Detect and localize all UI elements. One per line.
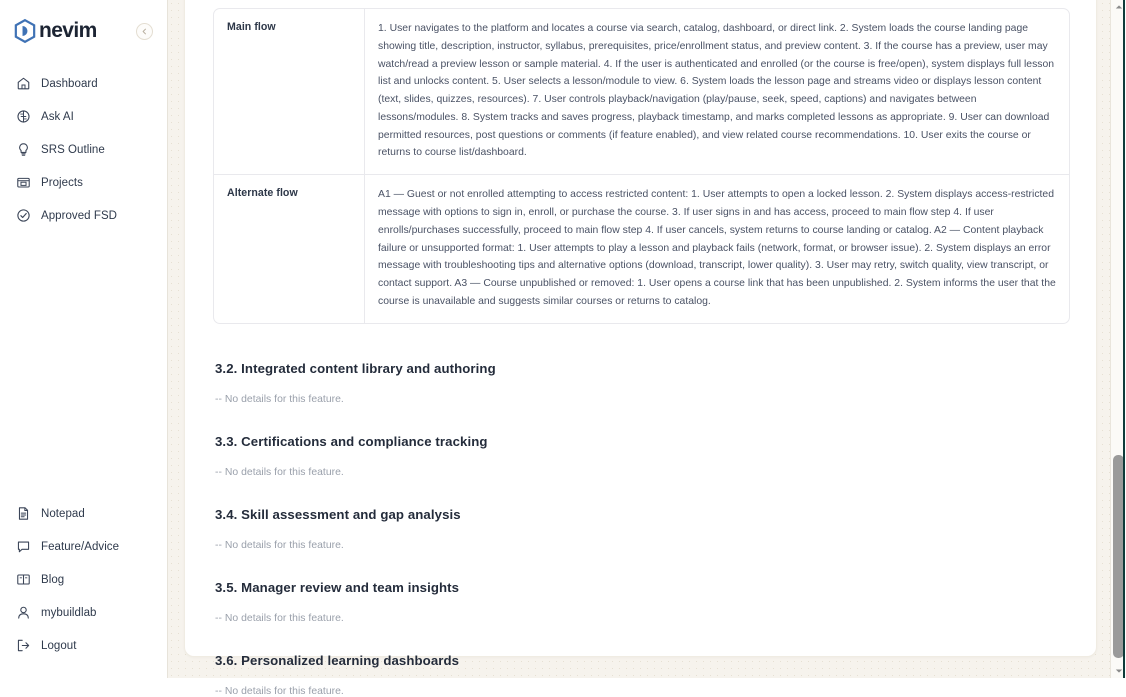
sidebar-item-approved-fsd[interactable] [0, 199, 167, 232]
sidebar-item-label: Dashboard [41, 77, 98, 90]
home-icon [16, 76, 31, 91]
sidebar-item-blog[interactable] [0, 563, 167, 596]
feature-note: -- No details for this feature. [215, 539, 344, 551]
feature-section [213, 580, 1068, 624]
sidebar-item-label: Ask AI [41, 110, 74, 123]
feature-heading: 3.6. Personalized learning dashboards [215, 652, 460, 668]
flow-row-body: A1 — Guest or not enrolled attempting to access restricted content: 1. User attempts to open a locked lesson. 2. System displays access-restricted message with options to sign in, enroll, or purchase the course. 3. If user signs in and has access, proceed to main flow step 4. If user enrolls/purchases successfully, proceed to main flow step 4. If user cancels, system returns to course landing or catalog. A2 — Content playback failure or unsupported format: 1. User attempts to play a lesson and playback fails (network, format, or browser issue). 2. System displays an error message with troubleshooting tips and alternative options (download, transcript, lower quality). 3. User may retry, switch quality, view transcript, or contact support. A3 — Course unpublished or removed: 1. User opens a course link that has been unpublished. 2. System informs the user that the course is unavailable and suggests similar courses or returns to catalog. [378, 189, 1056, 307]
brand-name: nevim [39, 19, 97, 42]
table-row [214, 9, 1069, 175]
window-edge-strip [1123, 0, 1125, 678]
document-icon [16, 506, 31, 521]
sidebar-item-mybuildlab[interactable] [0, 596, 167, 629]
flow-row-label: Alternate flow [214, 175, 365, 322]
feature-section [213, 507, 1068, 551]
sidebar-item-label: SRS Outline [41, 143, 105, 156]
sidebar-item-notepad[interactable] [0, 497, 167, 530]
sidebar-item-logout[interactable] [0, 629, 167, 662]
feature-heading: 3.5. Manager review and team insights [215, 579, 460, 595]
sidebar-item-label: Blog [41, 573, 65, 586]
feature-note: -- No details for this feature. [215, 393, 344, 405]
feature-heading: 3.2. Integrated content library and authoring [215, 360, 496, 376]
sidebar-item-feature-advice[interactable] [0, 530, 167, 563]
main-content-area [168, 0, 1125, 697]
sidebar-item-label: Notepad [41, 507, 85, 520]
feature-section [213, 434, 1068, 478]
sidebar-item-srs-outline[interactable] [0, 133, 167, 166]
brand-row [0, 0, 167, 62]
sidebar [0, 0, 168, 678]
feature-note: -- No details for this feature. [215, 466, 344, 478]
sidebar-item-label: Approved FSD [41, 209, 118, 222]
book-icon [16, 572, 31, 587]
feature-note: -- No details for this feature. [215, 685, 344, 697]
sidebar-item-label: Logout [41, 639, 77, 652]
check-circle-icon [16, 208, 31, 223]
sidebar-primary-nav [0, 62, 167, 232]
sidebar-item-label: mybuildlab [41, 606, 97, 619]
nevim-logo-icon [14, 19, 36, 43]
use-case-flow-table [213, 8, 1070, 324]
lightbulb-icon [16, 142, 31, 157]
brain-icon [16, 109, 31, 124]
sidebar-item-label: Projects [41, 176, 83, 189]
sidebar-item-label: Feature/Advice [41, 540, 120, 553]
feature-section [213, 361, 1068, 405]
flow-row-body: 1. User navigates to the platform and locates a course via search, catalog, dashboard, or direct link. 2. System loads the course landing page showing title, description, instructor, syllabus, prerequisites, price/enrollment status, and preview content. 3. If the course has a preview, user may watch/read a preview lesson or sample material. 4. If the user is authenticated and enrolled (or the course is free/open), system displays full lesson list and unlocks content. 5. User selects a lesson/module to view. 6. System loads the lesson page and streams video or displays lesson content (text, slides, quizzes, resources). 7. User controls playback/navigation (play/pause, seek, speed, captions) and navigates between lessons/modules. 8. System tracks and saves progress, playback timestamp, and marks completed lessons as appropriate. 9. User can download permitted resources, post questions or comments (if feature enabled), and view related course recommendations. 10. User exits the course or returns to course list/dashboard. [365, 9, 1069, 175]
sidebar-item-projects[interactable] [0, 166, 167, 199]
document-body [185, 8, 1096, 697]
sidebar-item-ask-ai[interactable] [0, 100, 167, 133]
sidebar-item-dashboard[interactable] [0, 67, 167, 100]
feature-heading: 3.3. Certifications and compliance tracking [215, 433, 488, 449]
feature-section [213, 653, 1068, 697]
flow-row-label: Main flow [214, 9, 365, 175]
chat-bubble-icon [16, 539, 31, 554]
feature-note: -- No details for this feature. [215, 612, 344, 624]
user-icon [16, 605, 31, 620]
feature-heading: 3.4. Skill assessment and gap analysis [215, 506, 461, 522]
srs-document-card [184, 0, 1097, 697]
logout-icon [16, 638, 31, 653]
sidebar-secondary-nav [0, 497, 167, 678]
table-row [214, 175, 1069, 322]
folder-icon [16, 175, 31, 190]
sidebar-collapse-button[interactable] [136, 23, 153, 40]
